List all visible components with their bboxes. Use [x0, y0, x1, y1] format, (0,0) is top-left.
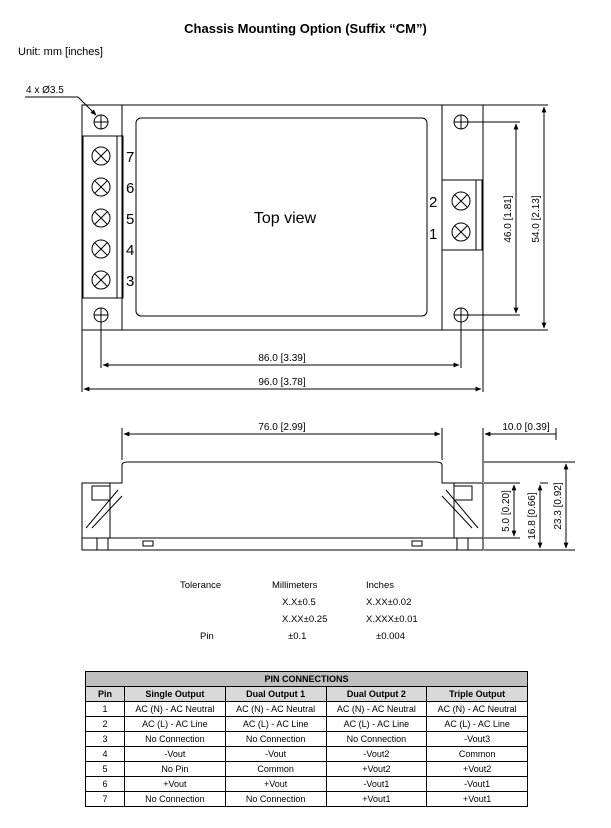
table-row: 3 No Connection No Connection No Connection -Vout3	[86, 732, 528, 747]
pin-connections-table	[85, 671, 528, 807]
tolerance-header: Tolerance	[180, 580, 222, 591]
tolerance-row: Pin ±0.1 ±0.004	[200, 631, 405, 642]
dim-5: 5.0 [0.20]	[501, 490, 512, 532]
left-screw-terminals	[92, 147, 110, 289]
dim-10: 10.0 [0.39]	[502, 422, 550, 433]
table-row: 7 No Connection No Connection +Vout1 +Vout1	[86, 792, 528, 807]
page-title: Chassis Mounting Option (Suffix “CM”)	[184, 21, 427, 36]
top-view-drawing	[0, 0, 611, 400]
pin-label-5: 5	[126, 211, 135, 228]
dim-16: 16.8 [0.66]	[527, 492, 538, 540]
dim-76: 76.0 [2.99]	[258, 422, 306, 433]
dim-96: 96.0 [3.78]	[258, 377, 306, 388]
table-caption: PIN CONNECTIONS	[86, 672, 528, 687]
unit-note: Unit: mm [inches]	[18, 46, 103, 58]
dim-23: 23.3 [0.92]	[553, 482, 564, 530]
tolerance-row: X.XX±0.25 X.XXX±0.01	[282, 614, 418, 625]
pin-label-2: 2	[429, 194, 438, 211]
col-header-dual-output-2: Dual Output 2	[326, 687, 427, 702]
table-row: 1 AC (N) - AC Neutral AC (N) - AC Neutral AC (N) - AC Neutral AC (N) - AC Neutral	[86, 702, 528, 717]
col-header-pin: Pin	[86, 687, 125, 702]
table-row: 5 No Pin Common +Vout2 +Vout2	[86, 762, 528, 777]
top-view-label: Top view	[253, 210, 317, 227]
pin-label-6: 6	[126, 180, 135, 197]
hole-callout-label: 4 x Ø3.5	[26, 85, 64, 96]
inches-header: Inches	[366, 580, 394, 591]
dim-46: 46.0 [1.81]	[503, 195, 514, 243]
side-view-drawing	[0, 410, 611, 570]
col-header-triple-output: Triple Output	[427, 687, 528, 702]
pin-label-4: 4	[126, 242, 135, 259]
pin-label-7: 7	[126, 149, 135, 166]
table-row: 4 -Vout -Vout -Vout2 Common	[86, 747, 528, 762]
right-screw-terminals	[452, 192, 470, 241]
pin-label-3: 3	[126, 273, 135, 290]
col-header-single-output: Single Output	[125, 687, 226, 702]
dim-54: 54.0 [2.13]	[531, 195, 542, 243]
tolerance-row: X.X±0.5 X.XX±0.02	[282, 597, 412, 608]
millimeters-header: Millimeters	[272, 580, 318, 591]
table-row: 6 +Vout +Vout -Vout1 -Vout1	[86, 777, 528, 792]
dim-86: 86.0 [3.39]	[258, 353, 306, 364]
pin-label-1: 1	[429, 226, 438, 243]
col-header-dual-output-1: Dual Output 1	[225, 687, 326, 702]
tolerance-table	[180, 577, 418, 645]
table-row: 2 AC (L) - AC Line AC (L) - AC Line AC (L) - AC Line AC (L) - AC Line	[86, 717, 528, 732]
